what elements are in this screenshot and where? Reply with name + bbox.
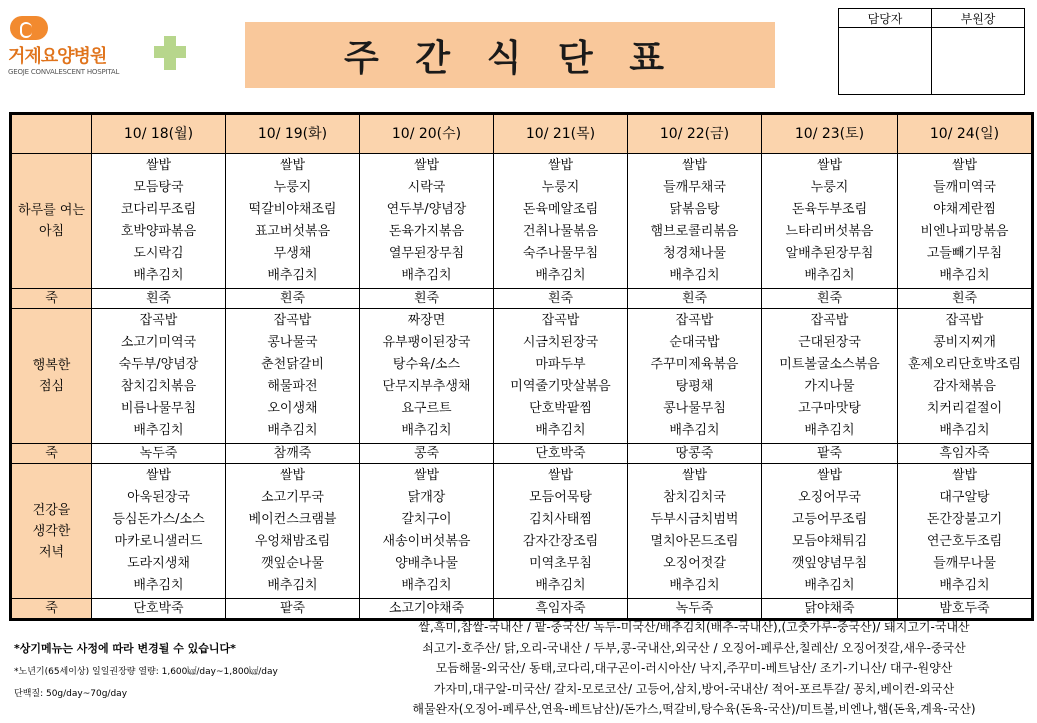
dish-item: 잡곡밥 [273, 313, 312, 328]
dish-item: 도시락김 [133, 246, 184, 261]
porridge-label: 죽 [12, 289, 92, 309]
dish-item: 도라지생채 [127, 556, 190, 571]
dinner-day-cell [226, 464, 360, 599]
porridge-cell: 흰죽 [762, 289, 898, 309]
dish-item: 김치사태찜 [529, 512, 592, 527]
dinner-day-cell [898, 464, 1032, 599]
porridge-cell: 녹두죽 [628, 599, 762, 619]
dish-item: 근대된장국 [798, 335, 861, 350]
dish-item: 해물파전 [267, 379, 318, 394]
dish-item: 잡곡밥 [810, 313, 849, 328]
dish-item: 배추김치 [535, 578, 586, 593]
weekly-menu-frame [9, 112, 1034, 621]
dish-item: 깻잎양념무침 [791, 556, 868, 571]
dish-item: 표고버섯볶음 [254, 224, 331, 239]
dish-item: 시금치된장국 [522, 335, 599, 350]
dish-item: 쌀밥 [145, 158, 172, 173]
logo-mark-icon [10, 16, 48, 40]
dish-item: 연두부/양념장 [386, 202, 467, 217]
dish-item: 배추김치 [267, 268, 318, 283]
breakfast-label [12, 154, 92, 289]
dish-item: 쌀밥 [951, 158, 978, 173]
dish-item: 콩나물국 [267, 335, 318, 350]
dinner-day-cell [360, 464, 494, 599]
approval-sign-manager [839, 28, 932, 95]
lunch-label [12, 309, 92, 444]
dish-item: 숙주나물무침 [522, 246, 599, 261]
dish-item: 느타리버섯볶음 [785, 224, 874, 239]
dish-item: 연근호두조림 [926, 534, 1003, 549]
porridge-cell: 참깨죽 [226, 444, 360, 464]
dish-item: 쌀밥 [145, 468, 172, 483]
dish-item: 치커리겉절이 [926, 401, 1003, 416]
dish-item: 닭개장 [407, 490, 446, 505]
dish-item: 가지나물 [804, 379, 855, 394]
dish-item: 들깨무나물 [933, 556, 996, 571]
dish-item: 탕수육/소스 [392, 357, 461, 372]
porridge-cell: 팥죽 [762, 444, 898, 464]
breakfast-label-line: 아침 [38, 224, 65, 239]
dish-item: 청경채나물 [663, 246, 726, 261]
dish-item: 쌀밥 [547, 158, 574, 173]
origin-info [353, 617, 1035, 720]
dish-item: 배추김치 [939, 268, 990, 283]
porridge-cell: 흑임자죽 [898, 444, 1032, 464]
origin-line: 쌀,흑미,찹쌀-국내산 / 팥-중국산/ 녹두-미국산/배추김치(배추-국내산),(고춧가루-중국산)/ 돼지고기-국내산 [418, 620, 970, 634]
menu-change-notice: *상기메뉴는 사정에 따라 변경될 수 있습니다* [14, 642, 236, 655]
lunch-label-line: 행복한 [32, 358, 71, 373]
dish-item: 배추김치 [669, 423, 720, 438]
breakfast-day-cell [92, 154, 226, 289]
porridge-cell: 소고기야채죽 [360, 599, 494, 619]
approval-label-manager: 담당자 [839, 9, 932, 28]
dish-item: 배추김치 [804, 268, 855, 283]
dish-item: 배추김치 [133, 423, 184, 438]
logo-subtitle: GEOJE CONVALESCENT HOSPITAL [8, 68, 120, 76]
dinner-row [12, 464, 1032, 599]
dish-item: 누룽지 [810, 180, 849, 195]
lunch-day-cell [226, 309, 360, 444]
dish-item: 배추김치 [669, 578, 720, 593]
dish-item: 참치김치국 [663, 490, 726, 505]
porridge-label: 죽 [12, 444, 92, 464]
dish-item: 미역줄기맛살볶음 [510, 379, 611, 394]
dinner-label-line: 저녁 [38, 544, 65, 560]
origin-line: 해물완자(오징어-페루산,연육-베트남산)/돈가스,떡갈비,탕수육(돈육-국산)/미트볼,비엔나,햄(돈육,계육-국산) [412, 702, 976, 716]
dish-item: 주꾸미제육볶음 [650, 357, 739, 372]
dish-item: 참치김치볶음 [120, 379, 197, 394]
dish-item: 오이생채 [267, 401, 318, 416]
title-banner [245, 22, 775, 88]
dish-item: 비름나물무침 [120, 401, 197, 416]
lunch-day-cell [762, 309, 898, 444]
approval-label-vice-director: 부원장 [932, 9, 1025, 28]
dish-item: 두부시금치범벅 [650, 512, 739, 527]
dish-item: 배추김치 [804, 578, 855, 593]
dish-item: 비엔나피망볶음 [920, 224, 1009, 239]
dish-item: 유부팽이된장국 [382, 335, 471, 350]
breakfast-day-cell [762, 154, 898, 289]
dish-item: 감자채볶음 [933, 379, 996, 394]
dish-item: 짜장면 [407, 313, 446, 328]
dish-item: 쌀밥 [681, 468, 708, 483]
dish-item: 배추김치 [267, 423, 318, 438]
dish-item: 배추김치 [133, 578, 184, 593]
dish-item: 들깨무채국 [663, 180, 726, 195]
dish-item: 배추김치 [401, 268, 452, 283]
dish-item: 마카로니샐러드 [114, 534, 203, 549]
dish-item: 배추김치 [939, 578, 990, 593]
porridge-cell: 닭야채죽 [762, 599, 898, 619]
dish-item: 마파두부 [535, 357, 586, 372]
dish-item: 숙두부/양념장 [118, 357, 199, 372]
origin-line: 가자미,대구알-미국산/ 갈치-모로코산/ 고등어,삼치,방어-국내산/ 적어-포르투갈/ 꽁치,베이컨-외국산 [433, 681, 955, 696]
lunch-porridge-row [12, 444, 1032, 464]
dish-item: 알배추된장무침 [785, 246, 874, 261]
dish-item: 소고기미역국 [120, 335, 197, 350]
porridge-cell: 흑임자죽 [494, 599, 628, 619]
porridge-cell: 흰죽 [494, 289, 628, 309]
dish-item: 훈제오리단호박조림 [907, 357, 1022, 372]
page-title: 주 간 식 단 표 [343, 37, 676, 79]
porridge-cell: 흰죽 [226, 289, 360, 309]
approval-table [838, 8, 1025, 95]
dish-item: 배추김치 [401, 423, 452, 438]
porridge-cell: 흰죽 [92, 289, 226, 309]
breakfast-label-line: 하루를 여는 [18, 203, 85, 218]
weekly-menu-table [11, 114, 1032, 619]
dish-item: 돈육가지볶음 [388, 224, 465, 239]
dish-item: 잡곡밥 [675, 313, 714, 328]
dish-item: 양배추나물 [395, 556, 458, 571]
origin-line: 쇠고기-호주산/ 닭,오리-국내산 / 두부,콩-국내산,외국산 / 오징어-페루산,칠레산/ 오징어젓갈,새우-중국산 [422, 640, 966, 655]
day-header: 10/ 21(목) [494, 115, 628, 154]
dish-item: 단무지부추생채 [382, 379, 471, 394]
breakfast-day-cell [360, 154, 494, 289]
dish-item: 햄브로콜리볶음 [650, 224, 739, 239]
breakfast-day-cell [226, 154, 360, 289]
dish-item: 고등어무조림 [791, 512, 868, 527]
hospital-logo [6, 12, 196, 82]
porridge-cell: 흰죽 [360, 289, 494, 309]
lunch-day-cell [360, 309, 494, 444]
dish-item: 쌀밥 [547, 468, 574, 483]
energy-recommendation: *노년기(65세이상) 일일권장량 열량: 1,600㎉/day~1,800㎉/day [14, 667, 278, 677]
dish-item: 대구알탕 [939, 490, 990, 505]
breakfast-day-cell [898, 154, 1032, 289]
dish-item: 배추김치 [133, 268, 184, 283]
dish-item: 열무된장무침 [388, 246, 465, 261]
dish-item: 돈육두부조림 [791, 202, 868, 217]
dish-item: 고들빼기무침 [926, 246, 1003, 261]
dish-item: 누룽지 [541, 180, 580, 195]
dish-item: 돈간장불고기 [926, 512, 1003, 527]
dish-item: 배추김치 [669, 268, 720, 283]
day-header: 10/ 23(토) [762, 115, 898, 154]
day-header: 10/ 24(일) [898, 115, 1032, 154]
dish-item: 깻잎순나물 [261, 556, 324, 571]
dish-item: 고구마맛탕 [798, 401, 861, 416]
logo-name: 거제요양병원 [8, 46, 107, 67]
dish-item: 미트볼굴소스볶음 [779, 357, 880, 372]
dinner-label-line: 생각한 [32, 523, 71, 539]
dish-item: 콩비지찌개 [933, 335, 996, 350]
dish-item: 순대국밥 [669, 335, 720, 350]
dish-item: 춘천닭갈비 [261, 357, 324, 372]
dish-item: 배추김치 [535, 423, 586, 438]
medical-cross-icon [152, 28, 188, 78]
dish-item: 콩나물무침 [663, 401, 726, 416]
dish-item: 오징어젓갈 [663, 556, 726, 571]
day-header: 10/ 22(금) [628, 115, 762, 154]
dish-item: 누룽지 [273, 180, 312, 195]
protein-recommendation: 단백질: 50g/day~70g/day [14, 689, 128, 699]
dish-item: 아욱된장국 [127, 490, 190, 505]
porridge-cell: 단호박죽 [494, 444, 628, 464]
dinner-day-cell [92, 464, 226, 599]
dish-item: 요구르트 [401, 401, 452, 416]
header-corner-cell [12, 115, 92, 154]
day-header: 10/ 20(수) [360, 115, 494, 154]
lunch-label-line: 점심 [38, 379, 65, 394]
dish-item: 배추김치 [267, 578, 318, 593]
dish-item: 돈육메알조림 [522, 202, 599, 217]
dish-item: 감자간장조림 [522, 534, 599, 549]
dish-item: 새송이버섯볶음 [382, 534, 471, 549]
day-header-row [12, 115, 1032, 154]
origin-line: 모듬해물-외국산/ 동태,코다리,대구곤이-러시아산/ 낙지,주꾸미-베트남산/ 조기-기니산/ 대구-원양산 [435, 661, 953, 675]
dish-item: 소고기무국 [261, 490, 324, 505]
dish-item: 무생채 [273, 246, 312, 261]
dish-item: 배추김치 [535, 268, 586, 283]
dinner-label-line: 건강을 [32, 502, 71, 518]
porridge-cell: 팥죽 [226, 599, 360, 619]
dish-item: 들깨미역국 [933, 180, 996, 195]
dish-item: 모듬어묵탕 [529, 490, 592, 505]
porridge-cell: 흰죽 [628, 289, 762, 309]
lunch-day-cell [494, 309, 628, 444]
dish-item: 베이컨스크램블 [248, 512, 337, 527]
dish-item: 모듬탕국 [133, 180, 184, 195]
dinner-porridge-row [12, 599, 1032, 619]
dish-item: 닭볶음탕 [669, 202, 720, 217]
dish-item: 쌀밥 [279, 158, 306, 173]
dish-item: 갈치구이 [401, 512, 452, 527]
lunch-day-cell [628, 309, 762, 444]
porridge-cell: 밤호두죽 [898, 599, 1032, 619]
dish-item: 배추김치 [939, 423, 990, 438]
dinner-day-cell [628, 464, 762, 599]
day-header: 10/ 19(화) [226, 115, 360, 154]
dish-item: 잡곡밥 [945, 313, 984, 328]
breakfast-day-cell [628, 154, 762, 289]
dish-item: 호박양파볶음 [120, 224, 197, 239]
dinner-day-cell [762, 464, 898, 599]
approval-sign-vice-director [932, 28, 1025, 95]
lunch-row [12, 309, 1032, 444]
dish-item: 시락국 [407, 180, 446, 195]
porridge-cell: 흰죽 [898, 289, 1032, 309]
dish-item: 잡곡밥 [541, 313, 580, 328]
dish-item: 코다리무조림 [120, 202, 197, 217]
dish-item: 배추김치 [401, 578, 452, 593]
dish-item: 쌀밥 [816, 468, 843, 483]
dish-item: 쌀밥 [413, 468, 440, 483]
dish-item: 떡갈비야채조림 [248, 202, 337, 217]
lunch-day-cell [898, 309, 1032, 444]
dinner-label [12, 464, 92, 599]
dinner-day-cell [494, 464, 628, 599]
dish-item: 멸치아몬드조림 [650, 534, 739, 549]
breakfast-porridge-row [12, 289, 1032, 309]
breakfast-row [12, 154, 1032, 289]
lunch-day-cell [92, 309, 226, 444]
dish-item: 쌀밥 [279, 468, 306, 483]
dish-item: 쌀밥 [681, 158, 708, 173]
breakfast-day-cell [494, 154, 628, 289]
dish-item: 쌀밥 [816, 158, 843, 173]
dish-item: 모듬야채튀김 [791, 534, 868, 549]
dish-item: 등심돈가스/소스 [112, 512, 205, 527]
dish-item: 잡곡밥 [139, 313, 178, 328]
porridge-label: 죽 [12, 599, 92, 619]
porridge-cell: 녹두죽 [92, 444, 226, 464]
day-header: 10/ 18(월) [92, 115, 226, 154]
dish-item: 단호박팥찜 [529, 401, 592, 416]
dish-item: 야채계란찜 [933, 202, 996, 217]
dish-item: 우엉채밤조림 [254, 534, 331, 549]
dish-item: 건취나물볶음 [522, 224, 599, 239]
dish-item: 쌀밥 [951, 468, 978, 483]
dish-item: 오징어무국 [798, 490, 861, 505]
porridge-cell: 단호박죽 [92, 599, 226, 619]
dish-item: 탕평채 [675, 379, 714, 394]
dish-item: 배추김치 [804, 423, 855, 438]
porridge-cell: 땅콩죽 [628, 444, 762, 464]
dish-item: 미역초무침 [529, 556, 592, 571]
porridge-cell: 콩죽 [360, 444, 494, 464]
dish-item: 쌀밥 [413, 158, 440, 173]
